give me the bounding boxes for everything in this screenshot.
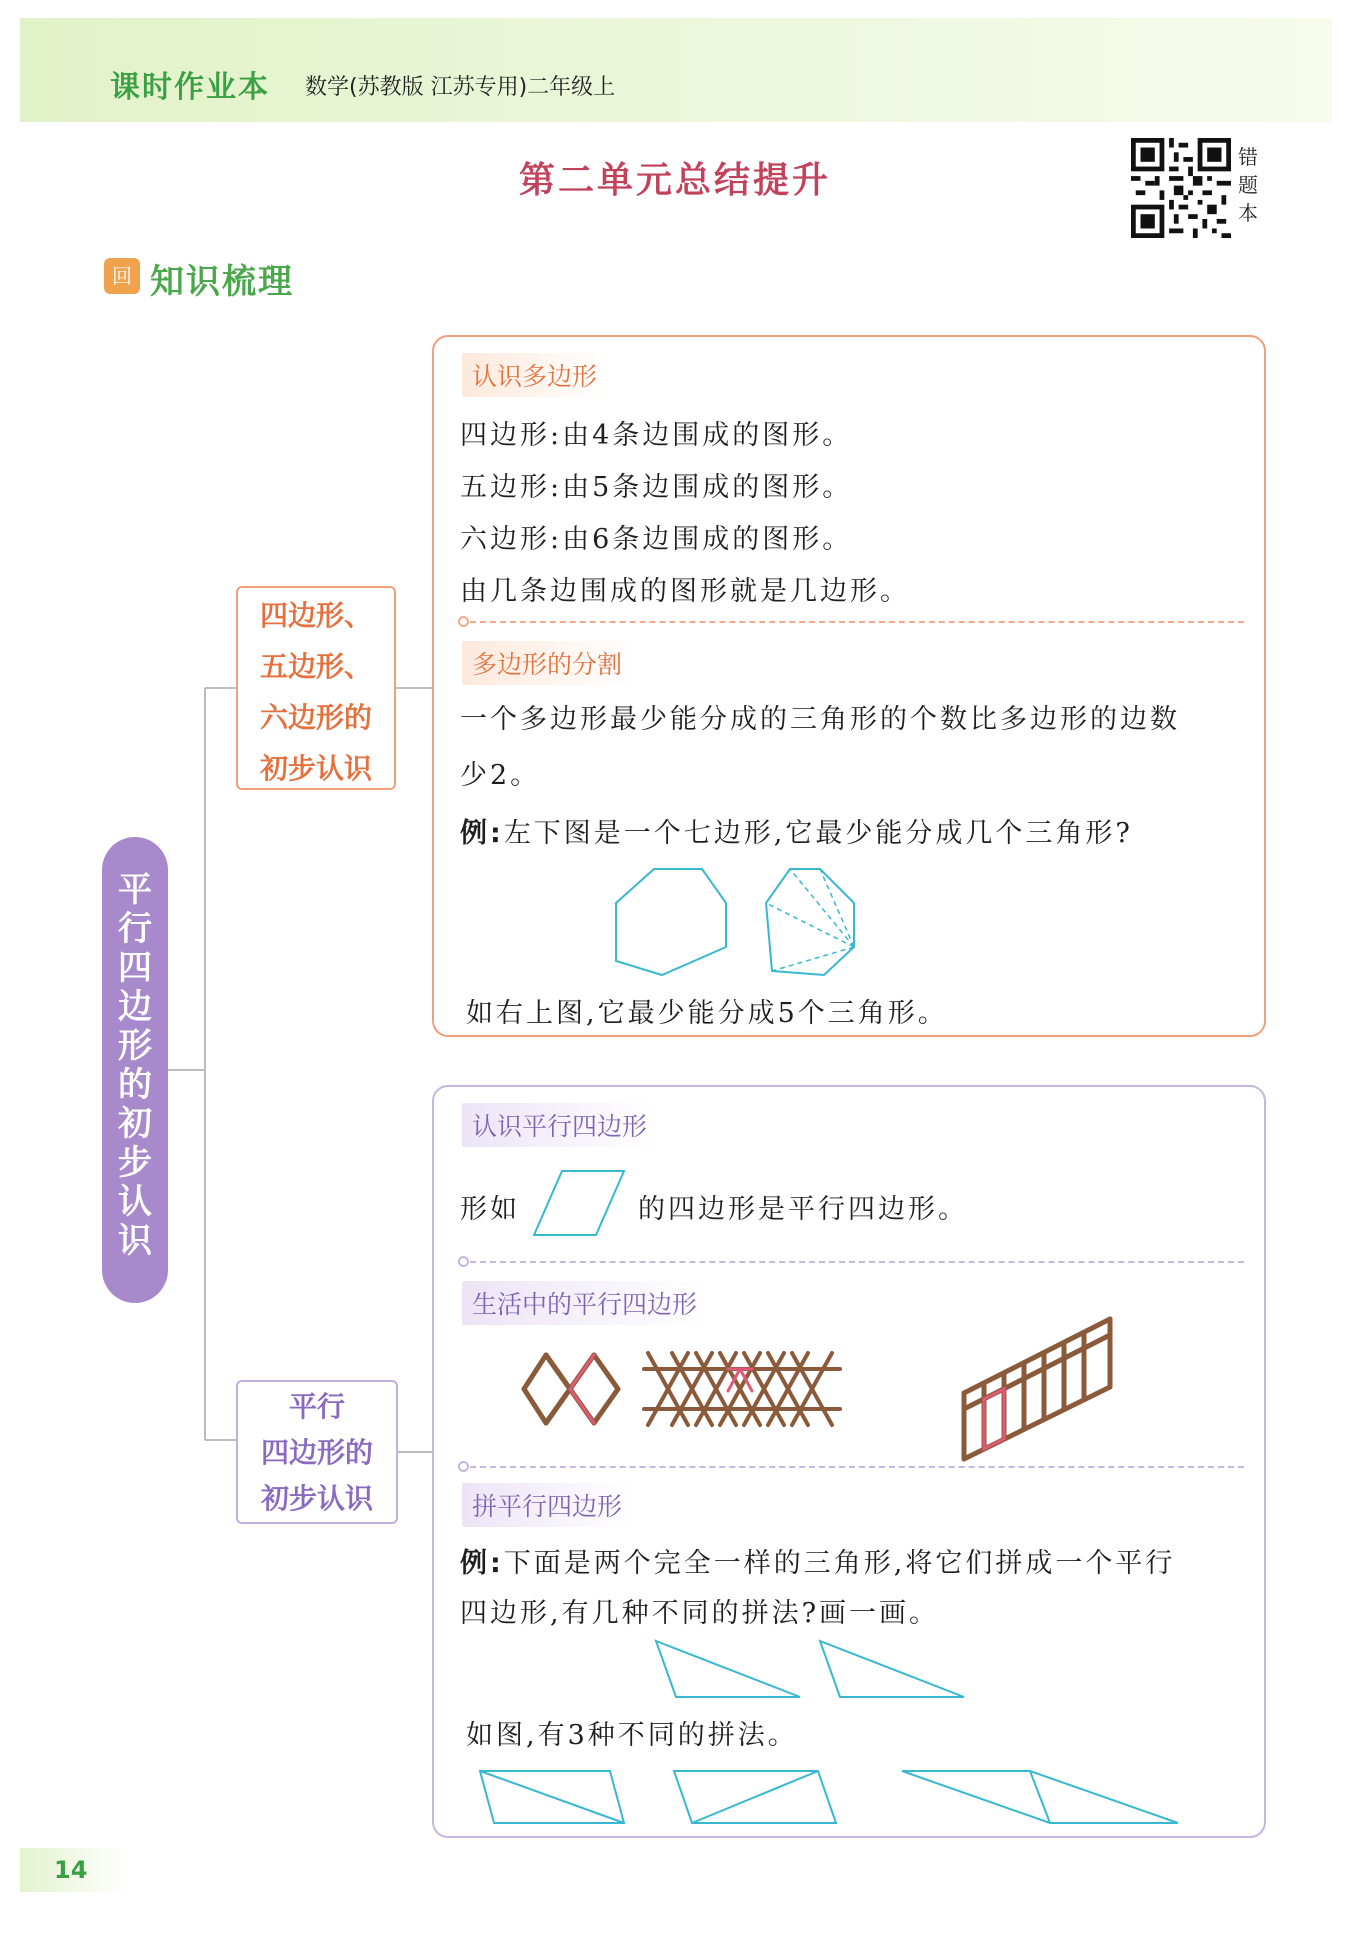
- node-line: 四边形、: [259, 599, 372, 632]
- polygon-knowledge-box: [432, 335, 1266, 1037]
- node-line: 初步认识: [259, 752, 372, 785]
- node-line: 六边形的: [259, 701, 372, 734]
- shape-prefix: 形如: [460, 1194, 520, 1225]
- text-line: 五边形:由5条边围成的图形。: [460, 472, 853, 503]
- divider: [470, 621, 1244, 623]
- qr-label: 错题本: [1238, 145, 1258, 225]
- mindmap-node-parallelogram: [236, 1380, 398, 1524]
- mindmap-node-polygons: [236, 586, 396, 790]
- divider-dot: [458, 1461, 469, 1472]
- node-line: 五边形、: [259, 650, 372, 683]
- example-text: 下面是两个完全一样的三角形,将它们拼成一个平行: [503, 1548, 1176, 1579]
- parallelogram-knowledge-box: [432, 1085, 1266, 1838]
- tag-recognize-polygons: 认识多边形: [462, 353, 607, 397]
- text-line: 由几条边围成的图形就是几边形。: [460, 576, 910, 607]
- rule-line: 一个多边形最少能分成的三角形的个数比多边形的边数: [460, 704, 1180, 735]
- shape-suffix: 的四边形是平行四边形。: [638, 1194, 968, 1225]
- divider: [470, 1261, 1244, 1263]
- example-text: 左下图是一个七边形,它最少能分成几个三角形?: [503, 818, 1133, 849]
- heptagon-figures: [614, 867, 914, 979]
- folding-gate-image: [642, 1349, 842, 1429]
- section-icon: 回: [104, 258, 140, 294]
- two-triangles-figure: [654, 1635, 1014, 1703]
- example-answer: 如图,有3种不同的拼法。: [466, 1720, 798, 1751]
- three-arrangements-figure: [478, 1767, 1238, 1827]
- page-number: 14: [54, 1856, 88, 1884]
- divider-dot: [458, 616, 469, 627]
- book-subtitle: 数学(苏教版 江苏专用)二年级上: [305, 75, 616, 100]
- rule-line: 少2。: [460, 760, 541, 791]
- example-answer: 如右上图,它最少能分成5个三角形。: [466, 998, 948, 1029]
- divider: [470, 1466, 1244, 1468]
- mindmap-root-label: 平行四边形的初步认识: [118, 870, 152, 1261]
- node-line: 平行: [288, 1390, 345, 1423]
- mindmap-root: [102, 837, 168, 1303]
- example-question: [460, 811, 1133, 850]
- section-title: 知识梳理: [150, 262, 294, 302]
- text-line: 四边形:由4条边围成的图形。: [460, 420, 853, 451]
- triangle-shape: [656, 1641, 800, 1697]
- lattice-fence-image: [520, 1349, 622, 1429]
- text-line: 六边形:由6条边围成的图形。: [460, 524, 853, 555]
- tag-recognize-parallelogram: 认识平行四边形: [462, 1103, 657, 1147]
- node-line: 初步认识: [260, 1482, 373, 1515]
- heptagon-shape: [616, 869, 726, 975]
- tag-polygon-division: 多边形的分割: [462, 641, 632, 685]
- brand-title: 课时作业本: [110, 70, 270, 105]
- example-label: 例:: [460, 1548, 504, 1579]
- example-label: 例:: [460, 818, 504, 849]
- node-line: 四边形的: [260, 1436, 373, 1469]
- tag-parallelogram-in-life: 生活中的平行四边形: [462, 1281, 707, 1325]
- parallelogram-shape: [530, 1169, 626, 1239]
- triangle-shape: [820, 1641, 964, 1697]
- divider-dot: [458, 1256, 469, 1267]
- page-number-band: [20, 1848, 130, 1892]
- example-question-line1: [460, 1541, 1175, 1580]
- example-question-line2: 四边形,有几种不同的拼法?画一画。: [460, 1598, 940, 1629]
- tag-compose-parallelogram: 拼平行四边形: [462, 1483, 632, 1527]
- page-title: 第二单元总结提升: [518, 160, 831, 201]
- ladder-stairs-image: [960, 1313, 1122, 1463]
